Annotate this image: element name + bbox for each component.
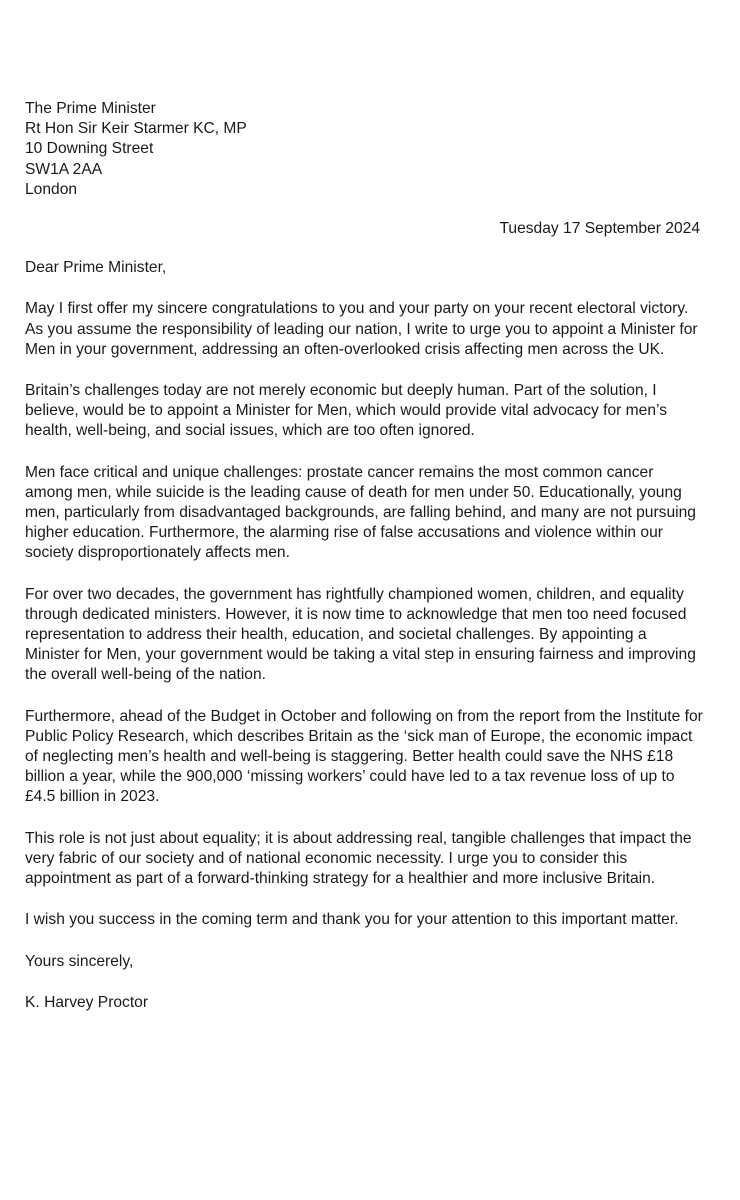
- body-paragraph: Britain’s challenges today are not merely economic but deeply human. Part of the solution, I believe, would be to appoint a Minister for Men, which would provide vital advocacy for men’s health, well-being, and social issues, which are too often ignored.: [25, 382, 667, 440]
- address-line: 10 Downing Street: [25, 140, 154, 158]
- address-line: The Prime Minister: [25, 100, 156, 117]
- body-paragraph: I wish you success in the coming term and thank you for your attention to this important matter.: [25, 911, 679, 929]
- salutation: Dear Prime Minister,: [25, 259, 167, 277]
- body-paragraph: For over two decades, the government has rightfully championed women, children, and equality through dedicated ministers. However, it is now time to acknowledge that men too need focused representation to address their health, education, and societal challenges. By appointing a Minister for Men, your government would be taking a vital step in ensuring fairness and improving the overall well-being of the nation.: [25, 585, 696, 684]
- recipient-address: [25, 99, 704, 200]
- closing: Yours sincerely,: [25, 952, 134, 970]
- address-line: Rt Hon Sir Keir Starmer KC, MP: [25, 120, 247, 138]
- body-paragraph: This role is not just about equality; it is about addressing real, tangible challenges that impact the very fabric of our society and of national economic necessity. I urge you to consider this appointment as part of a forward-thinking strategy for a healthier and more inclusive Britain.: [25, 829, 692, 888]
- signature: K. Harvey Proctor: [25, 993, 149, 1011]
- address-line: SW1A 2AA: [25, 160, 103, 178]
- body-paragraph: Men face critical and unique challenges: prostate cancer remains the most common cancer among men, while suicide is the leading cause of death for men under 50. Educationally, young men, particularly from disadvantaged backgrounds, are falling behind, and many are not pursuing higher education. Furthermore, the alarming rise of false accusations and violence within our society disproportionately affects men.: [25, 463, 696, 562]
- letter-date: Tuesday 17 September 2024: [499, 220, 700, 238]
- body-paragraph: May I first offer my sincere congratulations to you and your party on your recent electoral victory. As you assume the responsibility of leading our nation, I write to urge you to appoint a Minister for Men in your government, addressing an often-overlooked crisis affecting men across the UK.: [25, 300, 698, 358]
- body-paragraph: Furthermore, ahead of the Budget in October and following on from the report from the Institute for Public Policy Research, which describes Britain as the ‘sick man of Europe, the economic impact of neglecting men’s health and well-being is staggering. Better health could save the NHS £18 billion a year, while the 900,000 ‘missing workers’ could have led to a tax revenue loss of up to £4.5 billion in 2023.: [25, 707, 703, 806]
- address-line: London: [25, 180, 78, 198]
